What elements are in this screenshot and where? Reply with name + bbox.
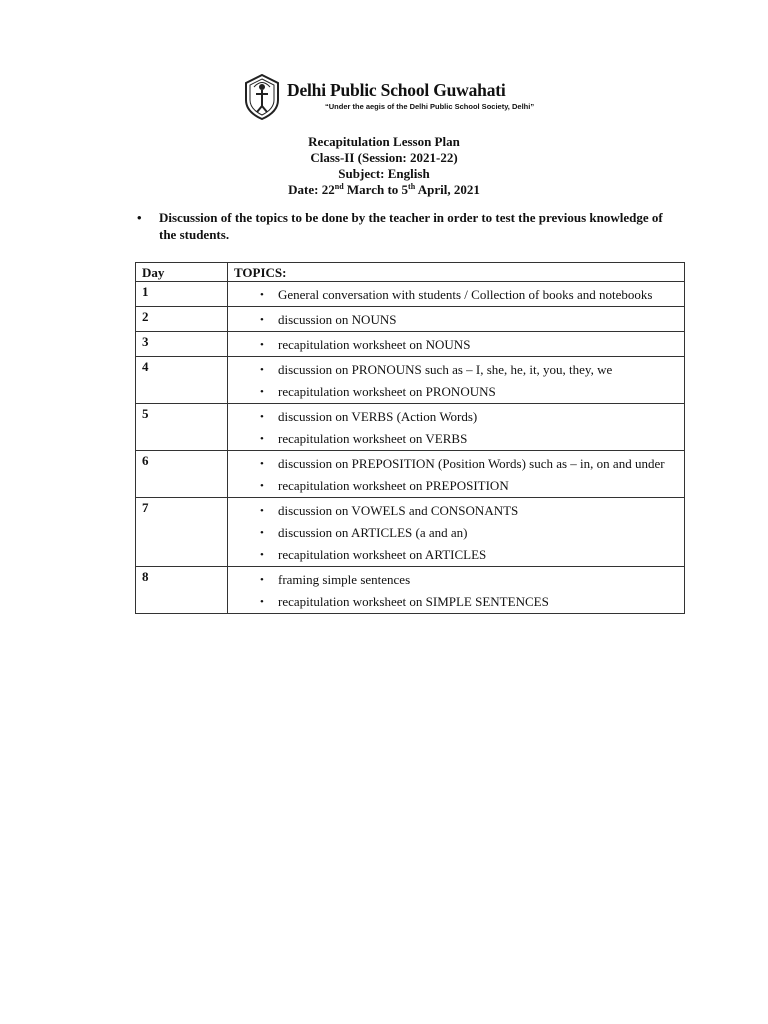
topics-cell xyxy=(228,307,685,332)
day-number: 3 xyxy=(136,332,228,357)
table-row xyxy=(136,498,685,567)
topic-item: • discussion on NOUNS xyxy=(228,309,680,331)
topic-list xyxy=(228,309,680,331)
topic-item: • discussion on PRONOUNS such as – I, she, he, it, you, they, we xyxy=(228,359,680,381)
intro-bullet xyxy=(137,209,677,243)
topic-list xyxy=(228,359,680,403)
topic-list xyxy=(228,334,680,356)
topic-list xyxy=(228,453,680,497)
table-row xyxy=(136,332,685,357)
day-number: 7 xyxy=(136,498,228,567)
table-row xyxy=(136,404,685,451)
day-number: 1 xyxy=(136,282,228,307)
day-number: 5 xyxy=(136,404,228,451)
intro-text: Discussion of the topics to be done by the teacher in order to test the previous knowledge of the students. xyxy=(159,210,663,242)
table-row xyxy=(136,567,685,614)
topics-cell xyxy=(228,498,685,567)
plan-title: Recapitulation Lesson Plan xyxy=(308,134,460,149)
topic-item: • recapitulation worksheet on ARTICLES xyxy=(228,544,680,566)
day-number: 4 xyxy=(136,357,228,404)
letterhead xyxy=(243,72,543,124)
school-name: Delhi Public School Guwahati xyxy=(287,80,506,100)
topics-cell xyxy=(228,357,685,404)
class-session: Class-II (Session: 2021-22) xyxy=(310,150,458,165)
topics-cell xyxy=(228,567,685,614)
school-tagline: “Under the aegis of the Delhi Public School Society, Delhi” xyxy=(325,102,535,111)
topic-item: • recapitulation worksheet on VERBS xyxy=(228,428,680,450)
subject: Subject: English xyxy=(338,166,430,181)
topics-cell xyxy=(228,282,685,307)
topic-list xyxy=(228,406,680,450)
topic-list xyxy=(228,569,680,613)
lesson-plan-titles xyxy=(0,134,768,198)
topics-table xyxy=(135,262,685,614)
topic-item: • recapitulation worksheet on PRONOUNS xyxy=(228,381,680,403)
topics-header: TOPICS: xyxy=(228,263,685,282)
topic-item: • recapitulation worksheet on SIMPLE SENTENCES xyxy=(228,591,680,613)
topic-list xyxy=(228,500,680,566)
day-header: Day xyxy=(136,263,228,282)
school-crest-icon xyxy=(243,74,281,120)
table-row xyxy=(136,357,685,404)
table-row xyxy=(136,282,685,307)
topics-cell xyxy=(228,332,685,357)
table-row xyxy=(136,451,685,498)
topic-item: • discussion on VOWELS and CONSONANTS xyxy=(228,500,680,522)
topic-item: • recapitulation worksheet on PREPOSITION xyxy=(228,475,680,497)
date-range: Date: 22nd March to 5th April, 2021 xyxy=(288,182,480,197)
table-header-row xyxy=(136,263,685,282)
day-number: 8 xyxy=(136,567,228,614)
topics-cell xyxy=(228,451,685,498)
topics-cell xyxy=(228,404,685,451)
topic-list xyxy=(228,284,680,306)
day-number: 2 xyxy=(136,307,228,332)
topic-item: • discussion on VERBS (Action Words) xyxy=(228,406,680,428)
topic-item: • recapitulation worksheet on NOUNS xyxy=(228,334,680,356)
topic-item: • General conversation with students / Collection of books and notebooks xyxy=(228,284,680,306)
topic-item: • framing simple sentences xyxy=(228,569,680,591)
topic-item: • discussion on PREPOSITION (Position Words) such as – in, on and under xyxy=(228,453,680,475)
topic-item: • discussion on ARTICLES (a and an) xyxy=(228,522,680,544)
table-row xyxy=(136,307,685,332)
bullet-icon: • xyxy=(137,210,142,225)
day-number: 6 xyxy=(136,451,228,498)
